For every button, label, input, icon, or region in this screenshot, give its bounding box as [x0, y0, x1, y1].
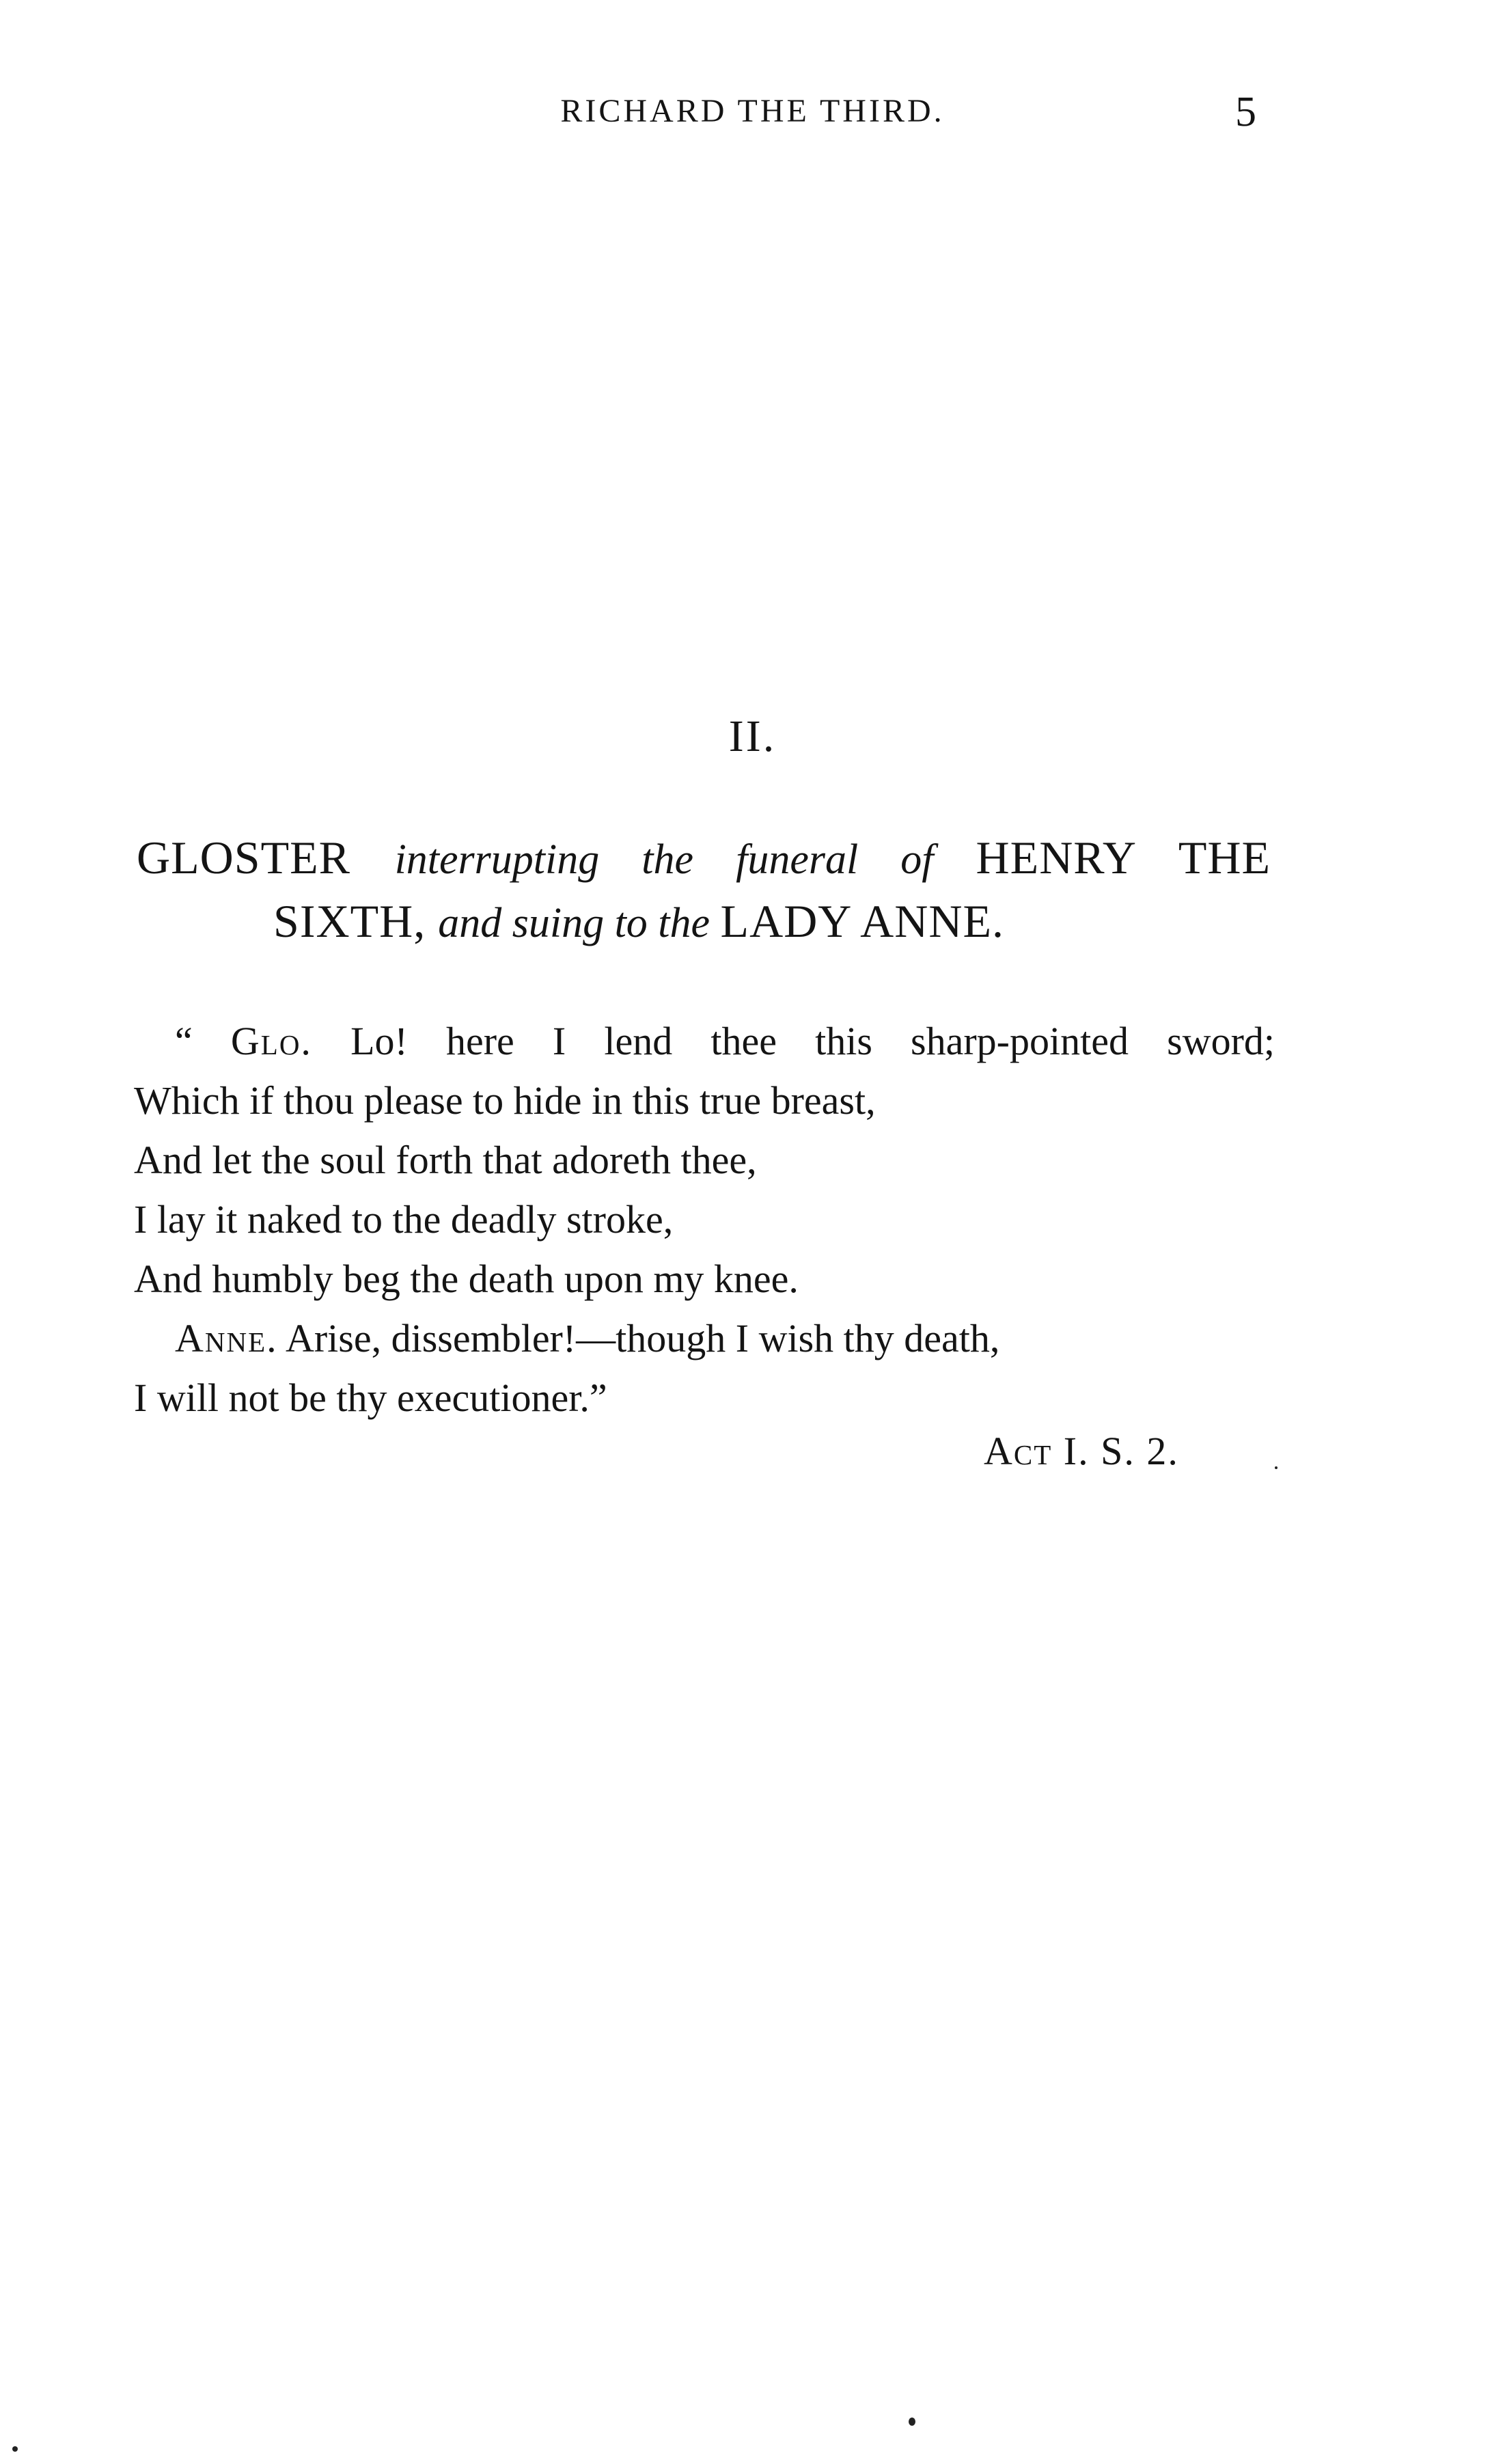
open-quote: “	[175, 1019, 231, 1063]
scene-heading-line-2	[137, 890, 1271, 954]
verse-text-6: Arise, dissembler!—though I wish thy death,	[277, 1316, 1000, 1360]
verse-line-7: I will not be thy executioner.”	[134, 1375, 607, 1420]
verse-line-2: Which if thou please to hide in this true breast,	[134, 1078, 876, 1123]
running-title: RICHARD THE THIRD.	[560, 93, 945, 129]
verse-line-3: And let the soul forth that adoreth thee,	[134, 1138, 757, 1182]
verse-quotation	[134, 1011, 1275, 1427]
speaker-glo: Glo.	[230, 1019, 312, 1063]
scene-heading	[137, 827, 1271, 954]
verse-text-1: Lo! here I lend thee this sharp-pointed sword;	[312, 1019, 1275, 1063]
heading-italic-2: and suing to the	[438, 900, 721, 946]
scene-heading-line-1	[137, 827, 1271, 890]
verse-line-4: I lay it naked to the deadly stroke,	[134, 1197, 674, 1242]
section-number: II.	[728, 711, 777, 761]
heading-gloster: GLOSTER	[137, 832, 395, 884]
heading-italic-1: interrupting the funeral of	[394, 836, 976, 883]
verse-line-1	[134, 1011, 1275, 1071]
citation-act: Act	[984, 1429, 1053, 1473]
citation-ref: I. S. 2.	[1052, 1429, 1179, 1473]
page-number: 5	[1235, 89, 1256, 135]
heading-lady-anne: LADY ANNE.	[720, 895, 1004, 947]
verse-line-5: And humbly beg the death upon my knee.	[134, 1257, 799, 1301]
speaker-anne: Anne.	[175, 1316, 278, 1360]
verse-line-6	[134, 1309, 1275, 1368]
ink-speck	[1275, 1466, 1278, 1469]
heading-sixth: SIXTH,	[273, 895, 439, 947]
ink-speck	[909, 2418, 915, 2426]
heading-henry: HENRY THE	[976, 832, 1271, 884]
ink-speck	[12, 2446, 18, 2452]
act-scene-citation	[984, 1428, 1179, 1474]
running-head	[0, 89, 1505, 147]
